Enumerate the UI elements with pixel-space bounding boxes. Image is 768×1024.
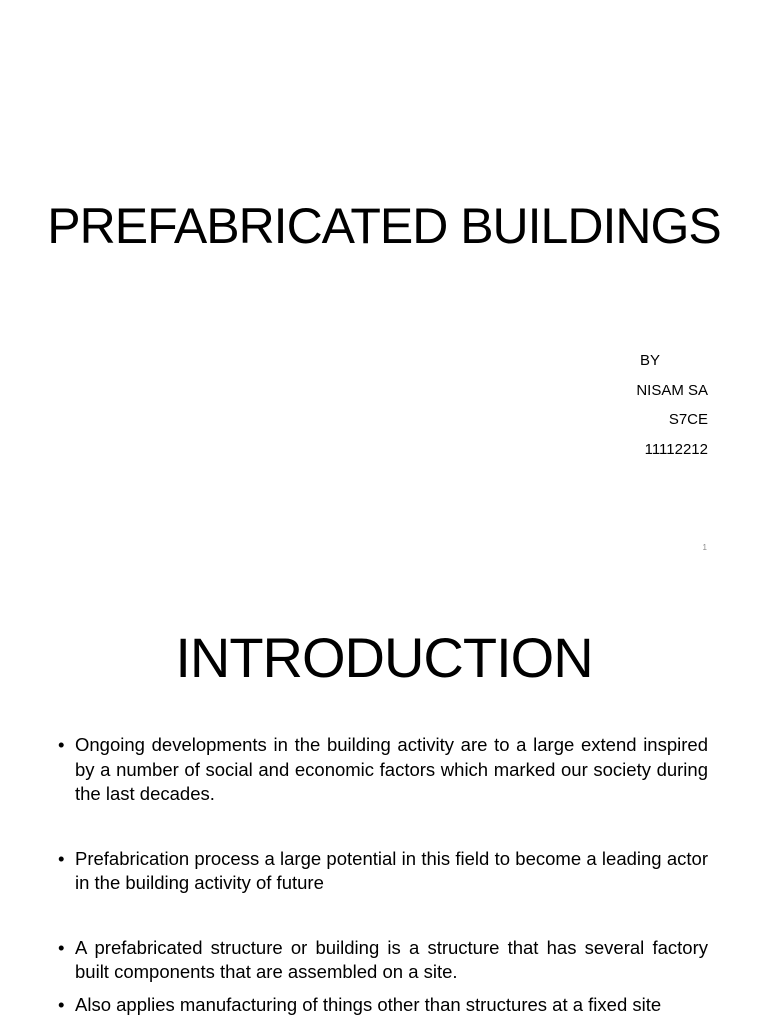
author-name: NISAM SA [636, 381, 708, 399]
bullet-icon: • [58, 936, 65, 958]
author-id: 11112212 [644, 440, 708, 458]
list-item [58, 936, 708, 985]
author-class: S7CE [668, 411, 708, 428]
bullet-icon: • [58, 847, 65, 869]
list-item [58, 993, 708, 1018]
section-title: INTRODUCTION [175, 626, 593, 689]
bullet-text: Ongoing developments in the building activity are to a large extend inspired by a number of social and economic factors which marked our society during the last decades. [75, 734, 708, 804]
author-byline [508, 346, 708, 464]
bullet-icon: • [58, 993, 65, 1015]
bullet-icon: • [58, 734, 65, 755]
byline-by: BY [640, 352, 661, 369]
bullet-text: Prefabrication process a large potential in this field to become a leading actor in the building activity of future [75, 847, 708, 893]
bullet-text: Also applies manufacturing of things other than structures at a fixed site [75, 993, 662, 1015]
introduction-slide [0, 576, 768, 1024]
bullet-text: A prefabricated structure or building is a structure that has several factory built components that are assembled on a site. [75, 936, 708, 982]
list-item [58, 847, 708, 896]
bullet-list [58, 733, 708, 1017]
list-item [58, 733, 708, 807]
slide-title: PREFABRICATED BUILDINGS [47, 198, 721, 254]
page-number: 1 [702, 543, 707, 552]
